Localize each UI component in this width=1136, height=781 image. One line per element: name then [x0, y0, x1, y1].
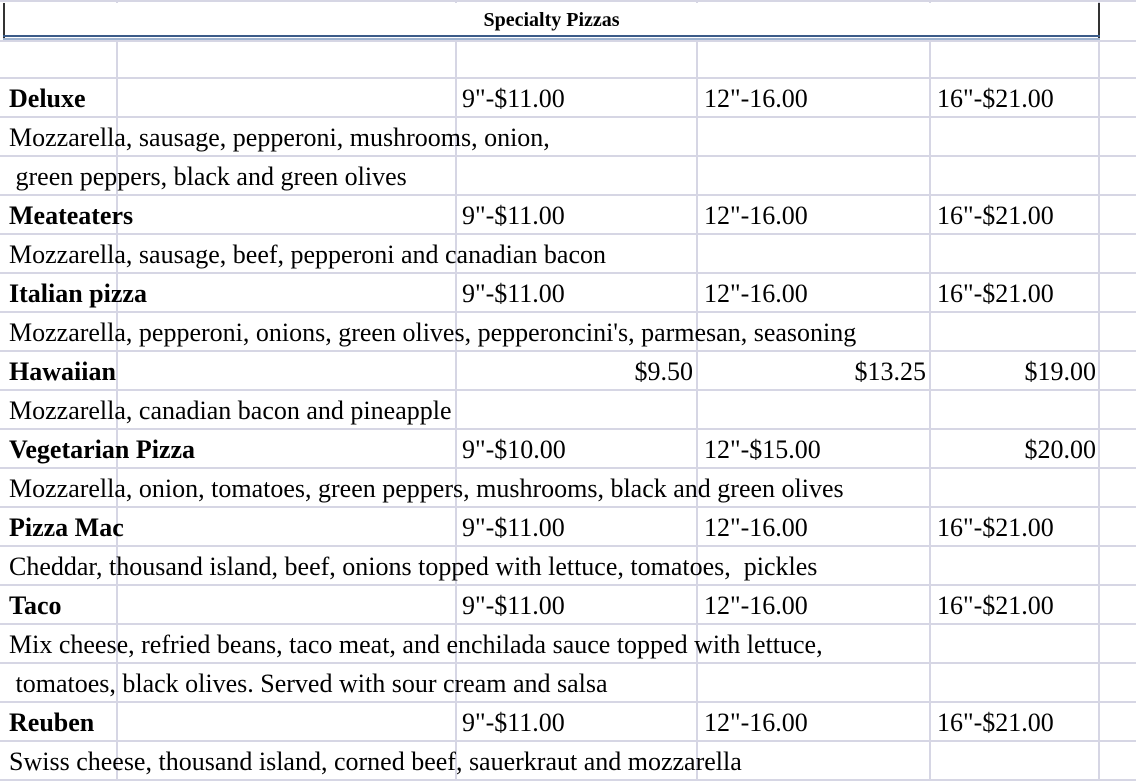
price-large: 16"-$21.00: [937, 84, 1054, 113]
pizza-name: Hawaiian: [9, 357, 116, 386]
pizza-name: Italian pizza: [9, 279, 147, 308]
price-medium: $13.25: [854, 357, 926, 386]
price-small: $9.50: [634, 357, 693, 386]
pizza-description: green peppers, black and green olives: [9, 162, 407, 191]
description-row: [0, 157, 1136, 196]
pizza-description: Mix cheese, refried beans, taco meat, and enchilada sauce topped with lettuce,: [9, 630, 823, 659]
price-small: 9"-$11.00: [462, 708, 565, 737]
pizza-description: Swiss cheese, thousand island, corned beef, sauerkraut and mozzarella: [9, 747, 742, 776]
description-row: [0, 742, 1136, 781]
price-large: 16"-$21.00: [937, 279, 1054, 308]
price-large: $19.00: [1024, 357, 1096, 386]
price-small: 9"-$11.00: [462, 279, 565, 308]
description-row: [0, 313, 1136, 352]
pizza-row: [0, 79, 1136, 118]
pizza-name: Reuben: [9, 708, 95, 737]
price-small: 9"-$11.00: [462, 84, 565, 113]
pizza-row: [0, 430, 1136, 469]
pizza-description: Mozzarella, sausage, beef, pepperoni and canadian bacon: [9, 240, 606, 269]
grid-row-line: [0, 0, 1136, 2]
description-row: [0, 235, 1136, 274]
description-row: [0, 118, 1136, 157]
description-row: [0, 664, 1136, 703]
price-medium: 12"-16.00: [704, 84, 808, 113]
price-medium: 12"-16.00: [704, 201, 808, 230]
pizza-row: [0, 196, 1136, 235]
price-medium: 12"-16.00: [704, 708, 808, 737]
pizza-description: Mozzarella, sausage, pepperoni, mushrooms, onion,: [9, 123, 550, 152]
price-small: 9"-$10.00: [462, 435, 566, 464]
description-row: [0, 625, 1136, 664]
price-large: 16"-$21.00: [937, 201, 1054, 230]
description-row: [0, 547, 1136, 586]
pizza-description: Mozzarella, canadian bacon and pineapple: [9, 396, 452, 425]
pizza-row: [0, 352, 1136, 391]
description-row: [0, 391, 1136, 430]
page-title: Specialty Pizzas: [483, 9, 620, 31]
pizza-name: Taco: [9, 591, 62, 620]
price-medium: 12"-16.00: [704, 591, 808, 620]
pizza-description: Cheddar, thousand island, beef, onions topped with lettuce, tomatoes, pickles: [9, 552, 818, 581]
price-large: 16"-$21.00: [937, 591, 1054, 620]
price-small: 9"-$11.00: [462, 591, 565, 620]
description-row: [0, 469, 1136, 508]
pizza-name: Vegetarian Pizza: [9, 435, 196, 464]
price-large: $20.00: [1024, 435, 1096, 464]
pizza-name: Meateaters: [9, 201, 134, 230]
pizza-row: [0, 508, 1136, 547]
price-medium: 12"-16.00: [704, 279, 808, 308]
grid-row-line: [0, 40, 1136, 42]
pizza-row: [0, 274, 1136, 313]
pizza-description: tomatoes, black olives. Served with sour cream and salsa: [9, 669, 608, 698]
price-large: 16"-$21.00: [937, 708, 1054, 737]
price-medium: 12"-$15.00: [704, 435, 821, 464]
pizza-row: [0, 703, 1136, 742]
pizza-name: Deluxe: [9, 84, 86, 113]
pizza-description: Mozzarella, onion, tomatoes, green peppers, mushrooms, black and green olives: [9, 474, 844, 503]
title-bar: [3, 3, 1100, 39]
price-large: 16"-$21.00: [937, 513, 1054, 542]
pizza-row: [0, 586, 1136, 625]
price-small: 9"-$11.00: [462, 201, 565, 230]
pizza-name: Pizza Mac: [9, 513, 124, 542]
pizza-description: Mozzarella, pepperoni, onions, green olives, pepperoncini's, parmesan, seasoning: [9, 318, 857, 347]
price-medium: 12"-16.00: [704, 513, 808, 542]
price-small: 9"-$11.00: [462, 513, 565, 542]
